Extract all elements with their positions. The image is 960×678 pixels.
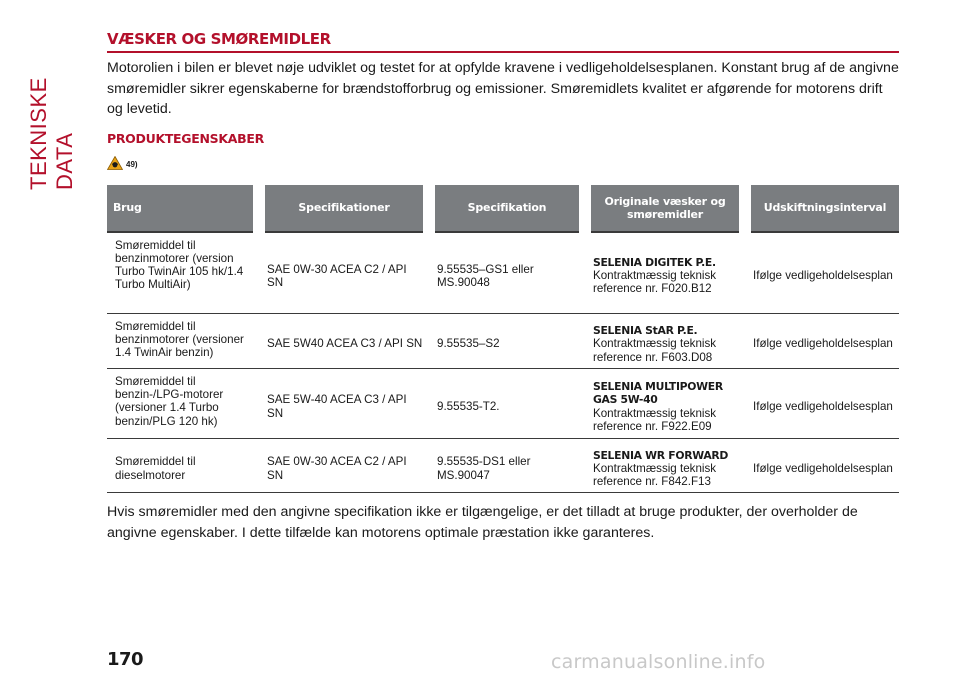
watermark: carmanualsonline.info: [551, 651, 766, 673]
page-number: 170: [107, 649, 144, 670]
cell-product: [585, 232, 745, 314]
warning-triangle-icon: [107, 156, 123, 170]
cell-product: [585, 439, 745, 493]
cell-interval: Ifølge vedligeholdelsesplan: [745, 369, 899, 439]
table-header-row: [107, 185, 899, 232]
table-row: [107, 314, 899, 369]
cell-specifikationer: SAE 5W-40 ACEA C3 / API SN: [259, 369, 429, 439]
col-header-originale-vaesker: Originale væsker og smøremidler: [585, 185, 745, 232]
cell-specifikation: 9.55535-DS1 eller MS.90047: [429, 439, 585, 493]
col-header-brug: Brug: [107, 185, 259, 232]
cell-specifikation: 9.55535–GS1 eller MS.90048: [429, 232, 585, 314]
product-name: SELENIA MULTIPOWER GAS 5W-40: [593, 380, 723, 407]
col-header-udskiftningsinterval: Udskiftningsinterval: [745, 185, 899, 232]
product-reference: Kontraktmæssig teknisk reference nr. F922.E09: [593, 406, 717, 433]
cell-interval: Ifølge vedligeholdelsesplan: [745, 439, 899, 493]
cell-product: [585, 314, 745, 369]
cell-specifikationer: SAE 0W-30 ACEA C2 / API SN: [259, 439, 429, 493]
cell-product: [585, 369, 745, 439]
product-name: SELENIA WR FORWARD: [593, 448, 729, 462]
cell-brug: Smøremiddel til dieselmotorer: [107, 439, 259, 493]
product-reference: Kontraktmæssig teknisk reference nr. F020.B12: [593, 269, 717, 296]
side-section-label: TEKNISKE DATA: [26, 77, 77, 190]
warning-reference: [107, 155, 899, 171]
col-header-specifikationer: Specifikationer: [259, 185, 429, 232]
product-name: SELENIA StAR P.E.: [593, 324, 698, 338]
cell-brug: Smøremiddel til benzinmotorer (version Turbo TwinAir 105 hk/1.4 Turbo MultiAir): [107, 232, 259, 314]
table-row: [107, 439, 899, 493]
cell-specifikationer: SAE 5W40 ACEA C3 / API SN: [259, 314, 429, 369]
table-row: [107, 369, 899, 439]
section-title: VÆSKER OG SMØREMIDLER: [107, 30, 899, 53]
cell-specifikation: 9.55535-T2.: [429, 369, 585, 439]
outro-paragraph: Hvis smøremidler med den angivne specifikation ikke er tilgængelige, er det tilladt at bruge produkter, der overholder de angivne egenskaber. I dette tilfælde kan motorens optimale præstation ikke garanteres.: [107, 504, 858, 541]
product-reference: Kontraktmæssig teknisk reference nr. F842.F13: [593, 461, 717, 489]
page-content: [107, 30, 899, 543]
product-name: SELENIA DIGITEK P.E.: [593, 255, 716, 269]
cell-brug: Smøremiddel til benzinmotorer (versioner 1.4 TwinAir benzin): [107, 314, 259, 369]
table-row: [107, 232, 899, 314]
cell-interval: Ifølge vedligeholdelsesplan: [745, 314, 899, 369]
lubricant-spec-table: [107, 185, 899, 494]
cell-specifikationer: SAE 0W-30 ACEA C2 / API SN: [259, 232, 429, 314]
warning-ref-number: 49): [126, 160, 138, 169]
cell-specifikation: 9.55535–S2: [429, 314, 585, 369]
col-header-specifikation: Specifikation: [429, 185, 585, 232]
subsection-title: PRODUKTEGENSKABER: [107, 130, 264, 146]
cell-interval: Ifølge vedligeholdelsesplan: [745, 232, 899, 314]
intro-paragraph: Motorolien i bilen er blevet nøje udviklet og testet for at opfylde kravene i vedligeholdelsesplanen. Konstant brug af de angivne smøremidler sikrer egenskaberne for brændstofforbrug og emissioner. Smøremidlets kvalitet er afgørende for motorens drift og levetid.: [107, 60, 899, 117]
cell-brug: Smøremiddel til benzin-/LPG-motorer (versioner 1.4 Turbo benzin/PLG 120 hk): [107, 369, 259, 439]
product-reference: Kontraktmæssig teknisk reference nr. F603.D08: [593, 337, 717, 364]
